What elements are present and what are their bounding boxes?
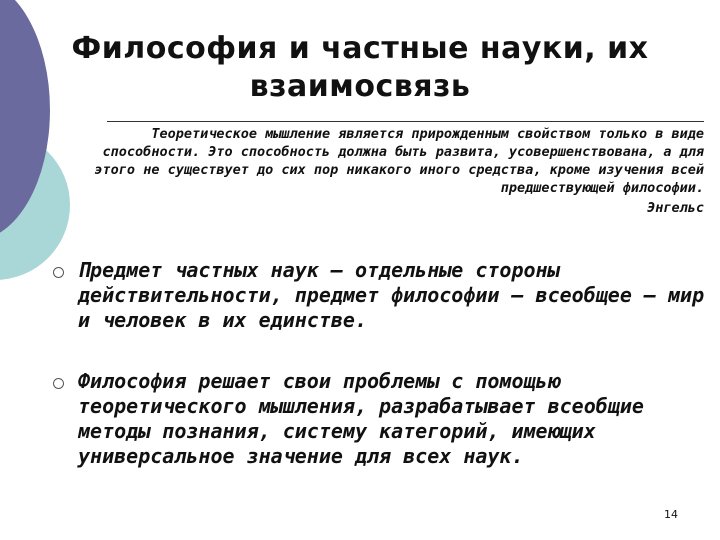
title-divider [107,121,704,122]
page-number: 14 [664,508,678,521]
bullet-list [50,258,710,469]
bullet-item [50,258,710,333]
bullet-text: Предмет частных наук — отдельные стороны действительности, предмет философии — всеобщее — мир и человек в их единстве. [78,258,705,332]
bullet-text: Философия решает свои проблемы с помощью теоретического мышления, разрабатывает всеобщие методы познания, систему категорий, имеющих универсальное значение для всех наук. [78,369,644,468]
bullet-item [50,369,710,469]
epigraph [88,125,704,217]
bullet-circle-icon [53,267,64,278]
bullet-circle-icon [53,378,64,389]
slide-title: Философия и частные науки, их взаимосвязь [71,31,649,104]
epigraph-quote: Теоретическое мышление является прирожденным свойством только в виде способности. Это способность должна быть развита, усовершенствована, а для этого не существует до сих пор никакого иного средства, кроме изучения всей предшествующей философии. [94,126,704,196]
epigraph-author: Энгельс [647,200,704,216]
